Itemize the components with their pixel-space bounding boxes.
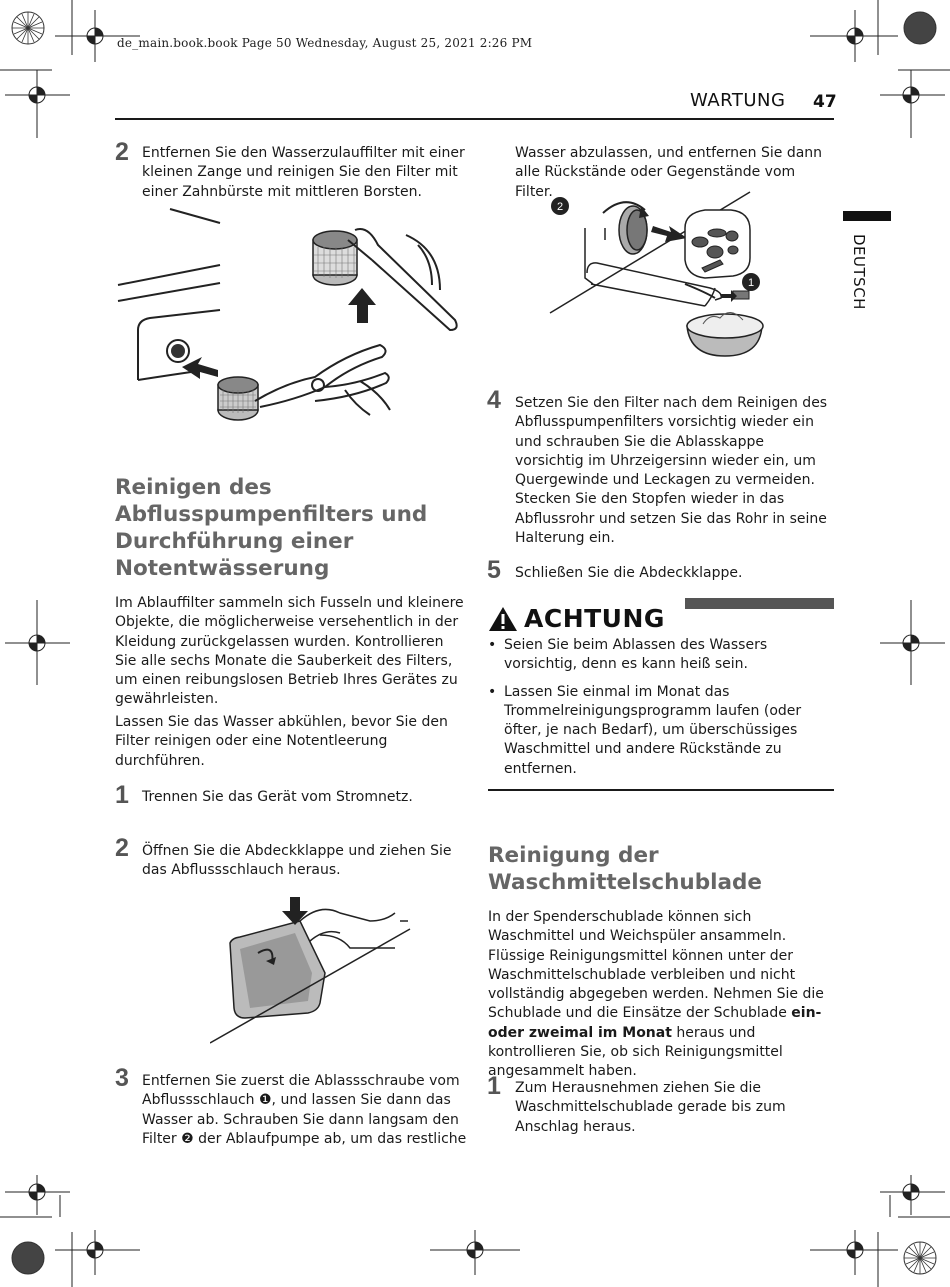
warning-item: • Seien Sie beim Ablassen des Wassers vorsichtig, denn es kann heiß sein. [488, 636, 834, 675]
page-number: 47 [813, 92, 837, 112]
step-number: 1 [487, 1072, 501, 1100]
print-header: de_main.book.book Page 50 Wednesday, August 25, 2021 2:26 PM [117, 36, 533, 50]
paragraph: In der Spenderschublade können sich Waschmittel und Weichspüler ansammeln. Flüssige Reinigungsmittel können unter der Waschmittelschublade verbleiben und nicht vollständig abgegeben werden. Nehmen Sie die Schublade und die Einsätze der Schublade ein- oder zweimal im Monat heraus und kontrollieren Sie, ob sich Reinigungsmittel angesammelt haben. [488, 909, 824, 1080]
heading-line: Durchführung einer [115, 529, 354, 554]
side-tab-bar [843, 211, 891, 221]
step-number: 4 [487, 386, 501, 414]
section-heading-detergent-drawer [488, 842, 834, 896]
heading-line: Abflusspumpenfilters und [115, 502, 428, 527]
heading-line: Notentwässerung [115, 556, 330, 581]
step-text: Trennen Sie das Gerät vom Stromnetz. [142, 789, 413, 805]
emphasis: ein- oder zweimal im Monat [488, 1005, 822, 1041]
cover-flap-illustration [210, 893, 420, 1045]
paragraph: Im Ablauffilter sammeln sich Fusseln und kleinere Objekte, die möglicherweise versehentlich in der Kleidung zurückgelassen wurden. Kontrollieren Sie alle sechs Monate die Sauberkeit des Filters, um einen reibungslosen Betrieb Ihres Gerätes zu gewährleisten. [115, 595, 464, 708]
marker-1: ❶ [258, 1092, 272, 1109]
warning-bar [685, 598, 834, 609]
step-text: Entfernen Sie zuerst die Ablassschraube vom Abflussschlauch ❶, und lassen Sie dann das Wasser ab. Schrauben Sie dann langsam den Filter ❷ der Ablaufpumpe ab, um das restliche [142, 1073, 467, 1147]
figure-label-2: 2 [556, 201, 564, 213]
step-text: Schließen Sie die Abdeckklappe. [515, 565, 743, 581]
figure-label-1: 1 [747, 277, 755, 289]
heading-line: Reinigung der [488, 843, 659, 868]
filter-cleaning-illustration [110, 205, 470, 435]
heading-line: Reinigen des [115, 475, 272, 500]
step-text: Öffnen Sie die Abdeckklappe und ziehen Sie das Abflussschlauch heraus. [142, 843, 452, 879]
warning-list [488, 636, 834, 779]
warning-title: ACHTUNG [524, 604, 665, 633]
step-text: Zum Herausnehmen ziehen Sie die Waschmittelschublade gerade bis zum Anschlag heraus. [515, 1080, 786, 1135]
step-text: Setzen Sie den Filter nach dem Reinigen des Abflusspumpenfilters vorsichtig wieder ein und schrauben Sie die Ablasskappe vorsichtig im Uhrzeigersinn wieder ein, um Quergewinde und Leckagen zu vermeiden. Stecken Sie den Stopfen wieder in das Abflussrohr und setzen Sie das Rohr in seine Halterung ein. [515, 395, 828, 547]
drain-pump-illustration [545, 188, 775, 360]
step-number: 2 [115, 834, 129, 862]
paragraph: Lassen Sie das Wasser abkühlen, bevor Sie den Filter reinigen oder eine Notentleerung durchführen. [115, 714, 448, 769]
side-tab-label: DEUTSCH [850, 234, 868, 310]
step-number: 3 [115, 1064, 129, 1092]
step-text-continued: Wasser abzulassen, und entfernen Sie dann alle Rückstände oder Gegenstände vom Filter. [515, 145, 823, 200]
step-number: 2 [115, 138, 129, 166]
warning-icon [488, 606, 518, 632]
heading-line: Waschmittelschublade [488, 870, 762, 895]
step-text: Entfernen Sie den Wasserzulauffilter mit einer kleinen Zange und reinigen Sie den Filter mit einer Zahnbürste mit mittleren Borsten. [142, 145, 465, 200]
section-title: WARTUNG [690, 90, 786, 111]
step-number: 5 [487, 556, 501, 584]
step-number: 1 [115, 781, 129, 809]
header-rule [115, 118, 834, 120]
marker-2: ❷ [181, 1130, 194, 1147]
warning-item: • Lassen Sie einmal im Monat das Trommelreinigungsprogramm laufen (oder öfter, je nach Bedarf), um überschüssiges Waschmittel und andere Rückstände zu entfernen. [488, 683, 834, 779]
section-heading-drain-pump [115, 474, 455, 582]
warning-bottom-rule [488, 789, 834, 791]
